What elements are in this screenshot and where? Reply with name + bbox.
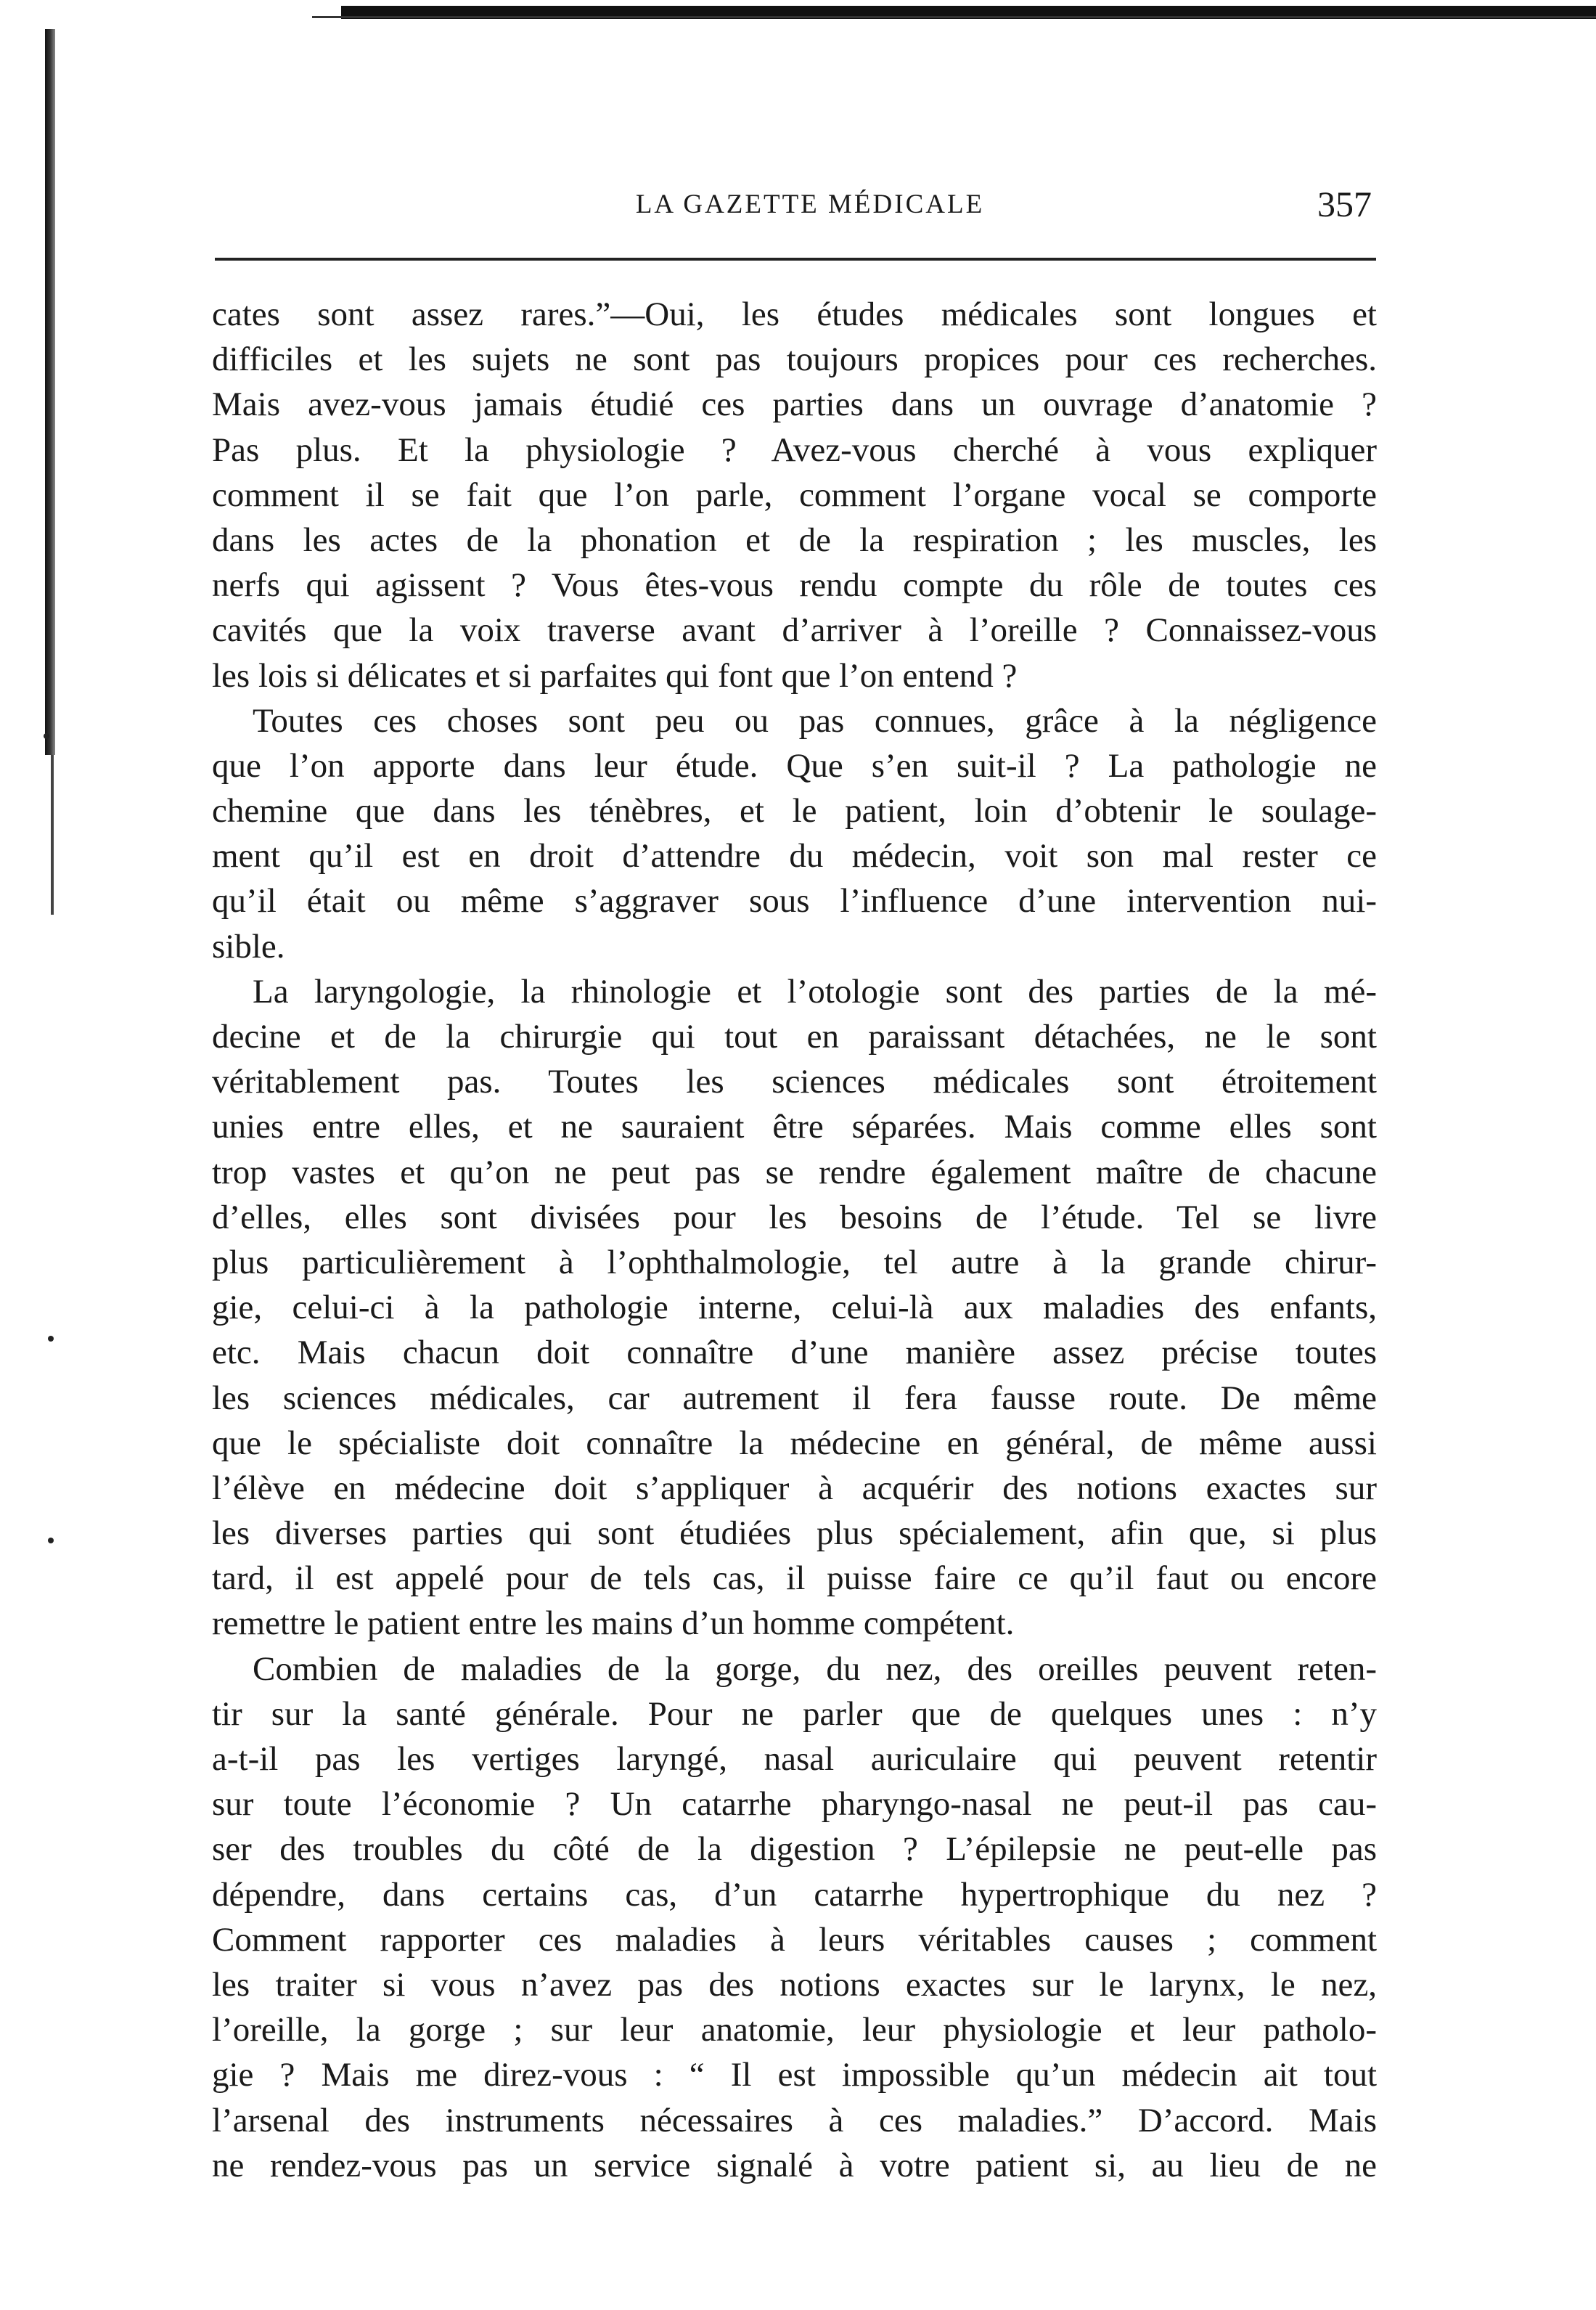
text-line: cavités que la voix traverse avant d’arriver à l’oreille ? Connaissez-vous (212, 611, 1377, 650)
text-line: que le spécialiste doit connaître la médecine en général, de même aussi (212, 1424, 1377, 1462)
text-line: sur toute l’économie ? Un catarrhe pharyngo-nasal ne peut-il pas cau- (212, 1785, 1377, 1824)
text-line: sible. (212, 927, 285, 966)
text-line: La laryngologie, la rhinologie et l’otologie sont des parties de la mé- (253, 972, 1377, 1011)
text-line: dépendre, dans certains cas, d’un catarrhe hypertrophique du nez ? (212, 1875, 1377, 1914)
text-line: remettre le patient entre les mains d’un homme compétent. (212, 1604, 1015, 1643)
scan-speck (48, 1336, 54, 1342)
text-line: plus particulièrement à l’ophthalmologie, tel autre à la grande chirur- (212, 1243, 1377, 1281)
text-line: cates sont assez rares.”—Oui, les études médicales sont longues et (212, 295, 1377, 333)
text-line: nerfs qui agissent ? Vous êtes-vous rendu compte du rôle de toutes ces (212, 566, 1377, 605)
page-header (215, 183, 1376, 226)
text-line: a-t-il pas les vertiges laryngé, nasal auriculaire qui peuvent retentir (212, 1740, 1377, 1778)
scan-speck (48, 1538, 54, 1543)
text-line: les sciences médicales, car autrement il fera fausse route. De même (212, 1379, 1377, 1417)
text-line: difficiles et les sujets ne sont pas toujours propices pour ces recherches. (212, 340, 1377, 379)
text-line: qu’il était ou même s’aggraver sous l’influence d’une intervention nui- (212, 882, 1377, 921)
text-line: gie ? Mais me direz-vous : “ Il est impossible qu’un médecin ait tout (212, 2056, 1377, 2094)
text-line: Combien de maladies de la gorge, du nez, des oreilles peuvent reten- (253, 1649, 1377, 1688)
running-head: LA GAZETTE MÉDICALE (635, 189, 985, 219)
text-line: comment il se fait que l’on parle, comment l’organe vocal se comporte (212, 476, 1377, 514)
text-line: l’arsenal des instruments nécessaires à ces maladies.” D’accord. Mais (212, 2101, 1377, 2139)
text-line: les lois si délicates et si parfaites qui font que l’on entend ? (212, 656, 1018, 695)
text-line: unies entre elles, et ne sauraient être séparées. Mais comme elles sont (212, 1108, 1377, 1146)
text-line: etc. Mais chacun doit connaître d’une manière assez précise toutes (212, 1334, 1377, 1372)
text-line: les diverses parties qui sont étudiées plus spécialement, afin que, si plus (212, 1514, 1377, 1553)
text-line: decine et de la chirurgie qui tout en paraissant détachées, ne le sont (212, 1018, 1377, 1056)
text-line: les traiter si vous n’avez pas des notions exactes sur le larynx, le nez, (212, 1965, 1377, 2004)
text-line: tir sur la santé générale. Pour ne parler que de quelques unes : n’y (212, 1694, 1377, 1733)
text-line: chemine que dans les ténèbres, et le patient, loin d’obtenir le soulage- (212, 792, 1377, 830)
scan-top-edge-thin (312, 16, 1596, 18)
scan-binding-edge-lower (51, 755, 54, 915)
header-rule (215, 258, 1376, 261)
scan-speck (44, 733, 49, 739)
text-line: trop vastes et qu’on ne peut pas se rendre également maître de chacune (212, 1153, 1377, 1191)
page-number: 357 (1317, 184, 1372, 224)
text-line: gie, celui-ci à la pathologie interne, celui-là aux maladies des enfants, (212, 1289, 1377, 1327)
text-line: dans les actes de la phonation et de la respiration ; les muscles, les (212, 521, 1377, 559)
text-line: ment qu’il est en droit d’attendre du médecin, voit son mal rester ce (212, 837, 1377, 876)
text-line: Comment rapporter ces maladies à leurs véritables causes ; comment (212, 1920, 1377, 1959)
text-line: Pas plus. Et la physiologie ? Avez-vous cherché à vous expliquer (212, 430, 1377, 469)
text-line: ne rendez-vous pas un service signalé à votre patient si, au lieu de ne (212, 2146, 1377, 2184)
text-line: tard, il est appelé pour de tels cas, il puisse faire ce qu’il faut ou encore (212, 1559, 1377, 1598)
text-line: que l’on apporte dans leur étude. Que s’en suit-il ? La pathologie ne (212, 746, 1377, 785)
text-line: Mais avez-vous jamais étudié ces parties dans un ouvrage d’anatomie ? (212, 385, 1377, 424)
body-text (212, 292, 1377, 2188)
text-line: ser des troubles du côté de la digestion ? L’épilepsie ne peut-elle pas (212, 1830, 1377, 1869)
text-line: Toutes ces choses sont peu ou pas connues, grâce à la négligence (253, 701, 1377, 740)
text-line: véritablement pas. Toutes les sciences médicales sont étroitement (212, 1063, 1377, 1101)
text-line: d’elles, elles sont divisées pour les besoins de l’étude. Tel se livre (212, 1198, 1377, 1236)
text-line: l’élève en médecine doit s’appliquer à acquérir des notions exactes sur (212, 1469, 1377, 1507)
text-line: l’oreille, la gorge ; sur leur anatomie, leur physiologie et leur patholo- (212, 2011, 1377, 2049)
scan-binding-edge (45, 29, 55, 755)
